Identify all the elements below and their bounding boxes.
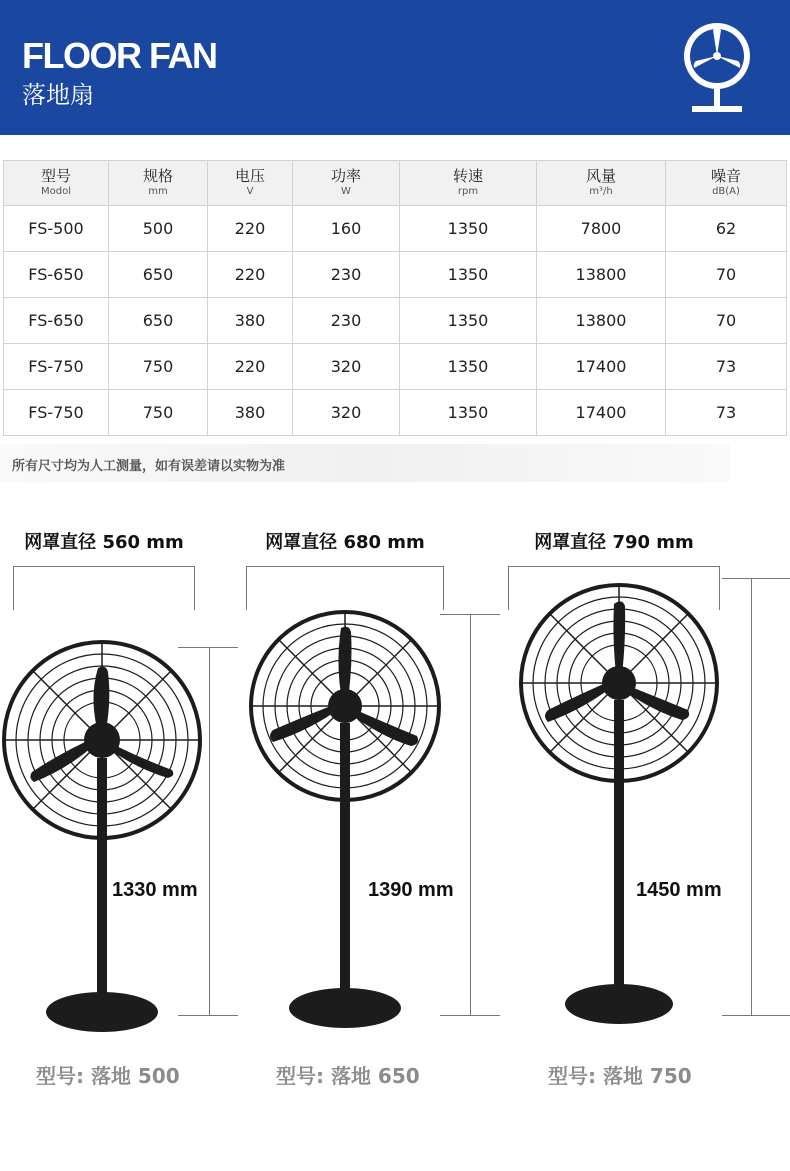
cell: 320 — [293, 344, 400, 390]
model-label-500: 型号: 落地 500 — [36, 1064, 180, 1088]
height-label-750: 1450 mm — [636, 879, 722, 901]
floor-fan-500-icon — [0, 640, 210, 1040]
cell: 70 — [666, 252, 787, 298]
cell: 380 — [208, 298, 293, 344]
cell: 73 — [666, 390, 787, 436]
cell: 13800 — [537, 298, 666, 344]
cell: 750 — [109, 344, 208, 390]
dimension-line — [13, 566, 195, 567]
height-tick-bottom — [722, 1015, 790, 1016]
diameter-label: 网罩直径 560 mm — [24, 532, 184, 553]
cell: 62 — [666, 206, 787, 252]
col-header: 风量 m³/h — [537, 161, 666, 206]
table-row — [4, 298, 787, 344]
height-label-500: 1330 mm — [112, 879, 198, 901]
col-header: 型号 Modol — [4, 161, 109, 206]
col-header: 规格 mm — [109, 161, 208, 206]
cell: FS-500 — [4, 206, 109, 252]
diameter-label: 网罩直径 680 mm — [265, 532, 425, 553]
header-banner — [0, 0, 790, 135]
cell: 230 — [293, 252, 400, 298]
title-cn: 落地扇 — [22, 81, 94, 109]
measurement-note: 所有尺寸均为人工测量，如有误差请以实物为准 — [12, 459, 286, 474]
table-row — [4, 252, 787, 298]
col-header: 转速 rpm — [400, 161, 537, 206]
cell: 1350 — [400, 298, 537, 344]
cell: 1350 — [400, 390, 537, 436]
cell: 7800 — [537, 206, 666, 252]
cell: 73 — [666, 344, 787, 390]
dimension-tick — [246, 566, 247, 610]
height-label-650: 1390 mm — [368, 879, 454, 901]
cell: FS-650 — [4, 252, 109, 298]
dimension-tick — [508, 566, 509, 610]
col-header: 电压 V — [208, 161, 293, 206]
diameter-label: 网罩直径 790 mm — [534, 532, 694, 553]
cell: 220 — [208, 344, 293, 390]
floor-fan-650-icon — [245, 610, 455, 1040]
diameter-dimension-500 — [13, 512, 195, 597]
height-line-750 — [751, 578, 752, 1015]
cell: 1350 — [400, 206, 537, 252]
table-row — [4, 344, 787, 390]
dimension-line — [246, 566, 444, 567]
diameter-dimension-650 — [246, 512, 444, 597]
cell: 160 — [293, 206, 400, 252]
dimension-tick — [13, 566, 14, 610]
floor-fan-750-icon — [518, 580, 728, 1040]
cell: FS-750 — [4, 344, 109, 390]
cell: 220 — [208, 252, 293, 298]
height-tick-top — [722, 578, 790, 579]
model-label-750: 型号: 落地 750 — [548, 1064, 692, 1088]
model-label-650: 型号: 落地 650 — [276, 1064, 420, 1088]
dimension-line — [508, 566, 720, 567]
dimension-tick — [443, 566, 444, 610]
table-header-row — [4, 161, 787, 206]
cell: 70 — [666, 298, 787, 344]
floor-fan-logo-icon — [680, 20, 754, 120]
col-header: 功率 W — [293, 161, 400, 206]
col-header: 噪音 dB(A) — [666, 161, 787, 206]
table-row — [4, 390, 787, 436]
spec-table — [3, 160, 787, 436]
cell: 17400 — [537, 344, 666, 390]
cell: 320 — [293, 390, 400, 436]
cell: 13800 — [537, 252, 666, 298]
title-en: FLOOR FAN — [22, 35, 217, 76]
cell: 1350 — [400, 344, 537, 390]
table-row — [4, 206, 787, 252]
cell: 220 — [208, 206, 293, 252]
cell: 750 — [109, 390, 208, 436]
cell: 650 — [109, 298, 208, 344]
cell: 380 — [208, 390, 293, 436]
cell: FS-650 — [4, 298, 109, 344]
cell: 650 — [109, 252, 208, 298]
cell: 500 — [109, 206, 208, 252]
cell: 230 — [293, 298, 400, 344]
cell: 1350 — [400, 252, 537, 298]
dimension-tick — [194, 566, 195, 610]
height-line-650 — [470, 614, 471, 1015]
cell: 17400 — [537, 390, 666, 436]
cell: FS-750 — [4, 390, 109, 436]
